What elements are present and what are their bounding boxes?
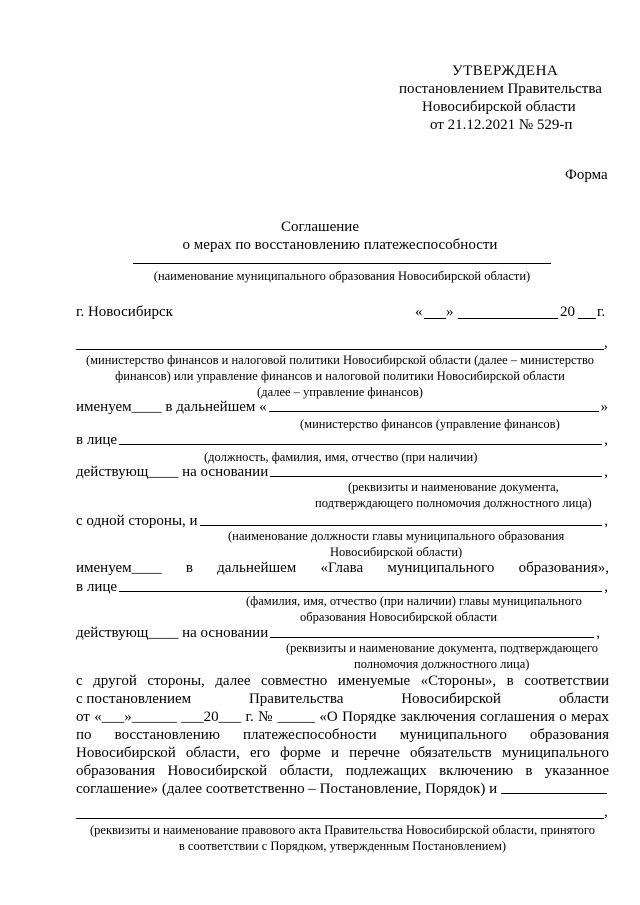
footer-caption-2: в соответствии с Порядком, утвержденным Постановлением) — [178, 839, 507, 853]
side-caption-2: Новосибирской области) — [330, 545, 463, 559]
named-suffix: » — [600, 399, 608, 415]
head-named-word-3: дальнейшем — [217, 560, 297, 576]
named-caption: (министерство финансов (управление финансов) — [300, 417, 560, 431]
body-line-2-word-2: Правительства — [248, 691, 344, 707]
basis-prefix: действующ____ на основании — [76, 464, 269, 480]
date-open-quote: « — [415, 304, 423, 320]
body-line-7: соглашение» (далее соответственно – Постановление, Порядок) и — [76, 781, 498, 797]
date-month-blank[interactable] — [458, 318, 558, 319]
document-title: Соглашение — [281, 219, 359, 235]
head-named-word-2: в — [185, 560, 193, 576]
body-line-2-word-3: Новосибирской — [401, 691, 501, 707]
approval-status: УТВЕРЖДЕНА — [452, 63, 559, 79]
head-person-caption-1: (фамилия, имя, отчество (при наличии) главы муниципального — [246, 594, 582, 608]
head-basis-blank[interactable] — [270, 624, 594, 638]
municipality-caption: (наименование муниципального образования Новосибирской области) — [153, 269, 531, 283]
comma: , — [604, 432, 608, 448]
date-day-blank[interactable] — [424, 318, 446, 319]
head-named-row — [76, 559, 609, 577]
comma: , — [604, 804, 608, 820]
head-person-blank[interactable] — [119, 578, 602, 592]
ministry-name-blank[interactable] — [76, 349, 604, 350]
body-line-2-word-4: области — [558, 691, 609, 707]
comma: , — [604, 513, 608, 529]
ministry-named-row — [76, 398, 608, 416]
approval-line-3: от 21.12.2021 № 529-п — [430, 117, 573, 133]
head-position-blank[interactable] — [200, 512, 603, 526]
comma: , — [604, 579, 608, 595]
ministry-caption-3: (далее – управление финансов) — [257, 385, 423, 399]
approval-line-1: постановлением Правительства — [399, 81, 602, 97]
person-prefix: в лице — [76, 579, 118, 595]
city-label: г. Новосибирск — [76, 304, 173, 320]
ministry-person-row — [76, 431, 608, 449]
comma: , — [604, 335, 608, 351]
body-line-1: с другой стороны, далее совместно именуемые «Стороны», в соответствии — [76, 673, 609, 689]
head-person-caption-2: образования Новосибирской области — [300, 610, 498, 624]
head-named-word-6: образования», — [518, 560, 609, 576]
date-year-prefix: 20 — [560, 304, 575, 320]
footer-caption-1: (реквизиты и наименование правового акта Правительства Новосибирской области, принятого — [89, 823, 596, 837]
body-line-3: от «___»______ ___20___ г. № _____ «О Порядке заключения соглашения о мерах — [76, 709, 609, 725]
comma: , — [604, 464, 608, 480]
basis-prefix: действующ____ на основании — [76, 625, 269, 641]
head-basis-caption-1: (реквизиты и наименование документа, подтверждающего — [286, 641, 599, 655]
legal-act-blank[interactable] — [76, 818, 604, 819]
date-year-blank[interactable] — [578, 318, 596, 319]
head-named-word-4: «Глава — [320, 560, 364, 576]
person-caption: (должность, фамилия, имя, отчество (при наличии) — [204, 450, 478, 464]
ministry-person-blank[interactable] — [119, 431, 602, 445]
head-basis-caption-2: полномочия должностного лица) — [354, 657, 530, 671]
comma: , — [596, 625, 600, 641]
side-prefix: с одной стороны, и — [76, 513, 198, 529]
document-subtitle: о мерах по восстановлению платежеспособности — [182, 237, 498, 253]
approval-line-2: Новосибирской области — [422, 99, 576, 115]
head-named-word-1: именуем____ — [76, 560, 162, 576]
date-year-suffix: г. — [597, 304, 606, 320]
ministry-basis-blank[interactable] — [270, 463, 602, 477]
body-line-6: образования Новосибирской области, подлежащих включению в указанное — [76, 763, 609, 779]
body-line-5: Новосибирской области, его форме и перечне обязательств муниципального — [76, 745, 609, 761]
ministry-short-name-blank[interactable] — [269, 398, 599, 412]
named-prefix: именуем____ в дальнейшем « — [76, 399, 267, 415]
basis-caption-2: подтверждающего полномочия должностного лица) — [315, 496, 592, 510]
ministry-caption-2: финансов) или управление финансов и налоговой политики Новосибирской области — [115, 369, 565, 383]
ministry-caption-1: (министерство финансов и налоговой политики Новосибирской области (далее – министерство — [85, 353, 595, 367]
form-label: Форма — [565, 167, 608, 183]
basis-caption-1: (реквизиты и наименование документа, — [348, 480, 559, 494]
body-line-7-row — [76, 780, 609, 798]
body-line-4: по восстановлению платежеспособности муниципального образования — [76, 727, 609, 743]
body-line-2 — [76, 690, 609, 708]
legal-act-blank-start[interactable] — [501, 780, 607, 794]
body-line-2-word-1: с постановлением — [76, 691, 192, 707]
person-prefix: в лице — [76, 432, 118, 448]
municipality-blank[interactable] — [133, 263, 551, 264]
head-named-word-5: муниципального — [387, 560, 495, 576]
date-close-quote: » — [446, 304, 454, 320]
side-caption-1: (наименование должности главы муниципального образования — [228, 529, 565, 543]
